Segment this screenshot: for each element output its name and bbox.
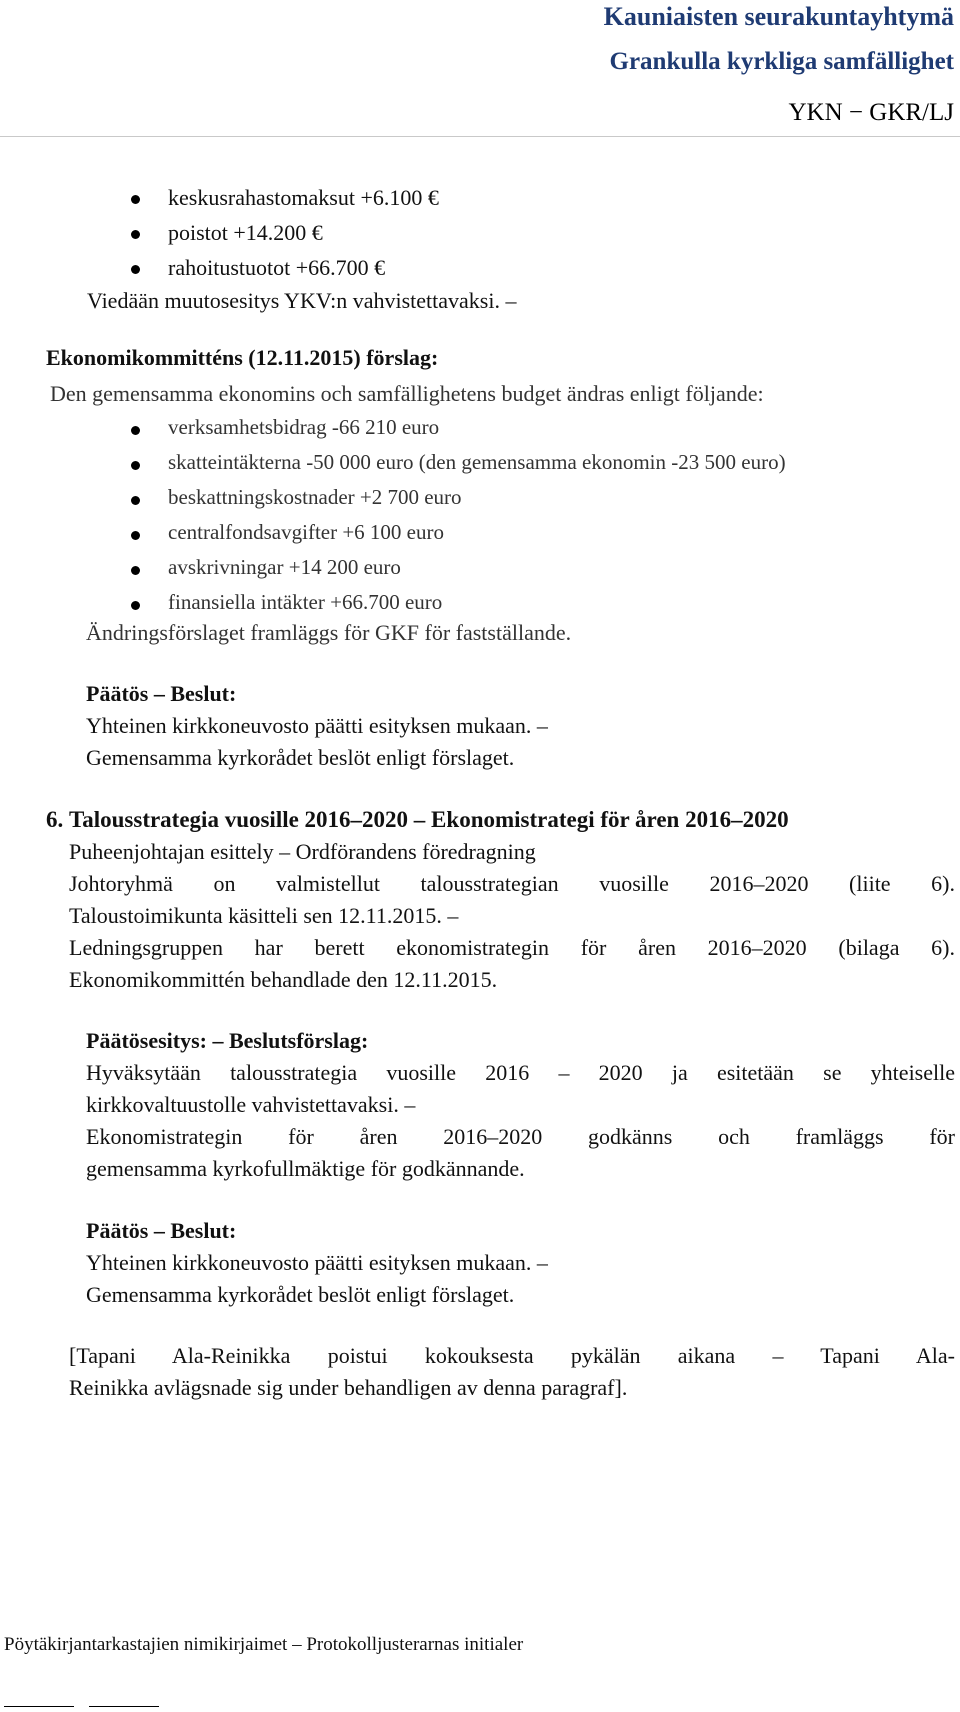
bullet-icon: [131, 531, 140, 540]
sv-proposal-heading: Ekonomikommitténs (12.11.2015) förslag:: [46, 345, 439, 370]
list-item: beskattningskostnader +2 700 euro: [168, 485, 462, 509]
section-number: 6.: [46, 807, 64, 832]
section-presenter: Puheenjohtajan esittely – Ordförandens föredragning: [69, 839, 536, 864]
bullet-icon: [131, 461, 140, 470]
recusal-note: [Tapani Ala-Reinikka poistui kokouksesta pykälän aikana – Tapani Ala-: [69, 1343, 955, 1368]
list-item: centralfondsavgifter +6 100 euro: [168, 520, 444, 544]
list-item: verksamhetsbidrag -66 210 euro: [168, 415, 440, 439]
signature-line: [4, 1706, 74, 1707]
section-text-sv: Ledningsgruppen har berett ekonomistrategin för åren 2016–2020 (bilaga 6).: [69, 935, 955, 960]
bullet-icon: [131, 195, 140, 204]
proposal-text-sv: gemensamma kyrkofullmäktige för godkännande.: [86, 1156, 525, 1181]
organization-name-sv: Grankulla kyrkliga samfällighet: [609, 48, 954, 75]
signature-line: [89, 1706, 159, 1707]
bullet-icon: [131, 426, 140, 435]
proposal-heading: Päätösesitys: – Beslutsförslag:: [86, 1028, 369, 1053]
bullet-icon: [131, 566, 140, 575]
section-text-fi: Johtoryhmä on valmistellut talousstrategian vuosille 2016–2020 (liite 6).: [69, 871, 955, 896]
list-item: skatteintäkterna -50 000 euro (den gemensamma ekonomin -23 500 euro): [168, 450, 786, 474]
bullet-icon: [131, 265, 140, 274]
section-title: Talousstrategia vuosille 2016–2020 – Ekonomistrategi för åren 2016–2020: [69, 807, 789, 832]
bullet-icon: [131, 601, 140, 610]
bullet-icon: [131, 230, 140, 239]
proposal-text-fi: Hyväksytään talousstrategia vuosille 2016 – 2020 ja esitetään se yhteiselle: [86, 1060, 955, 1085]
decision-text-sv: Gemensamma kyrkorådet beslöt enligt förslaget.: [86, 1282, 515, 1307]
section-text-fi: Taloustoimikunta käsitteli sen 12.11.2015. –: [69, 903, 459, 928]
list-item: poistot +14.200 €: [168, 220, 323, 245]
header-divider: [0, 136, 960, 137]
decision-heading: Päätös – Beslut:: [86, 1218, 237, 1243]
sv-proposal-intro: Den gemensamma ekonomins och samfällighetens budget ändras enligt följande:: [50, 381, 764, 406]
list-item: avskrivningar +14 200 euro: [168, 555, 401, 579]
list-item: rahoitustuotot +66.700 €: [168, 255, 386, 280]
list-item: keskusrahastomaksut +6.100 €: [168, 185, 439, 210]
recusal-note: Reinikka avlägsnade sig under behandligen av denna paragraf].: [69, 1375, 628, 1400]
decision-heading: Päätös – Beslut:: [86, 681, 237, 706]
fi-note: Viedään muutosesitys YKV:n vahvistettavaksi. –: [87, 288, 517, 313]
list-item: finansiella intäkter +66.700 euro: [168, 590, 443, 614]
sv-proposal-note: Ändringsförslaget framläggs för GKF för fastställande.: [86, 620, 572, 645]
footer-initials-label: Pöytäkirjantarkastajien nimikirjaimet – Protokolljusterarnas initialer: [4, 1634, 524, 1655]
document-abbreviation: YKN − GKR/LJ: [788, 99, 954, 126]
section-text-sv: Ekonomikommittén behandlade den 12.11.2015.: [69, 967, 498, 992]
decision-text-fi: Yhteinen kirkkoneuvosto päätti esityksen mukaan. –: [86, 713, 548, 738]
proposal-text-sv: Ekonomistrategin för åren 2016–2020 godkänns och framläggs för: [86, 1124, 955, 1149]
bullet-icon: [131, 496, 140, 505]
decision-text-sv: Gemensamma kyrkorådet beslöt enligt förslaget.: [86, 745, 515, 770]
organization-name-fi: Kauniaisten seurakuntayhtymä: [603, 2, 954, 31]
proposal-text-fi: kirkkovaltuustolle vahvistettavaksi. –: [86, 1092, 416, 1117]
decision-text-fi: Yhteinen kirkkoneuvosto päätti esityksen mukaan. –: [86, 1250, 548, 1275]
